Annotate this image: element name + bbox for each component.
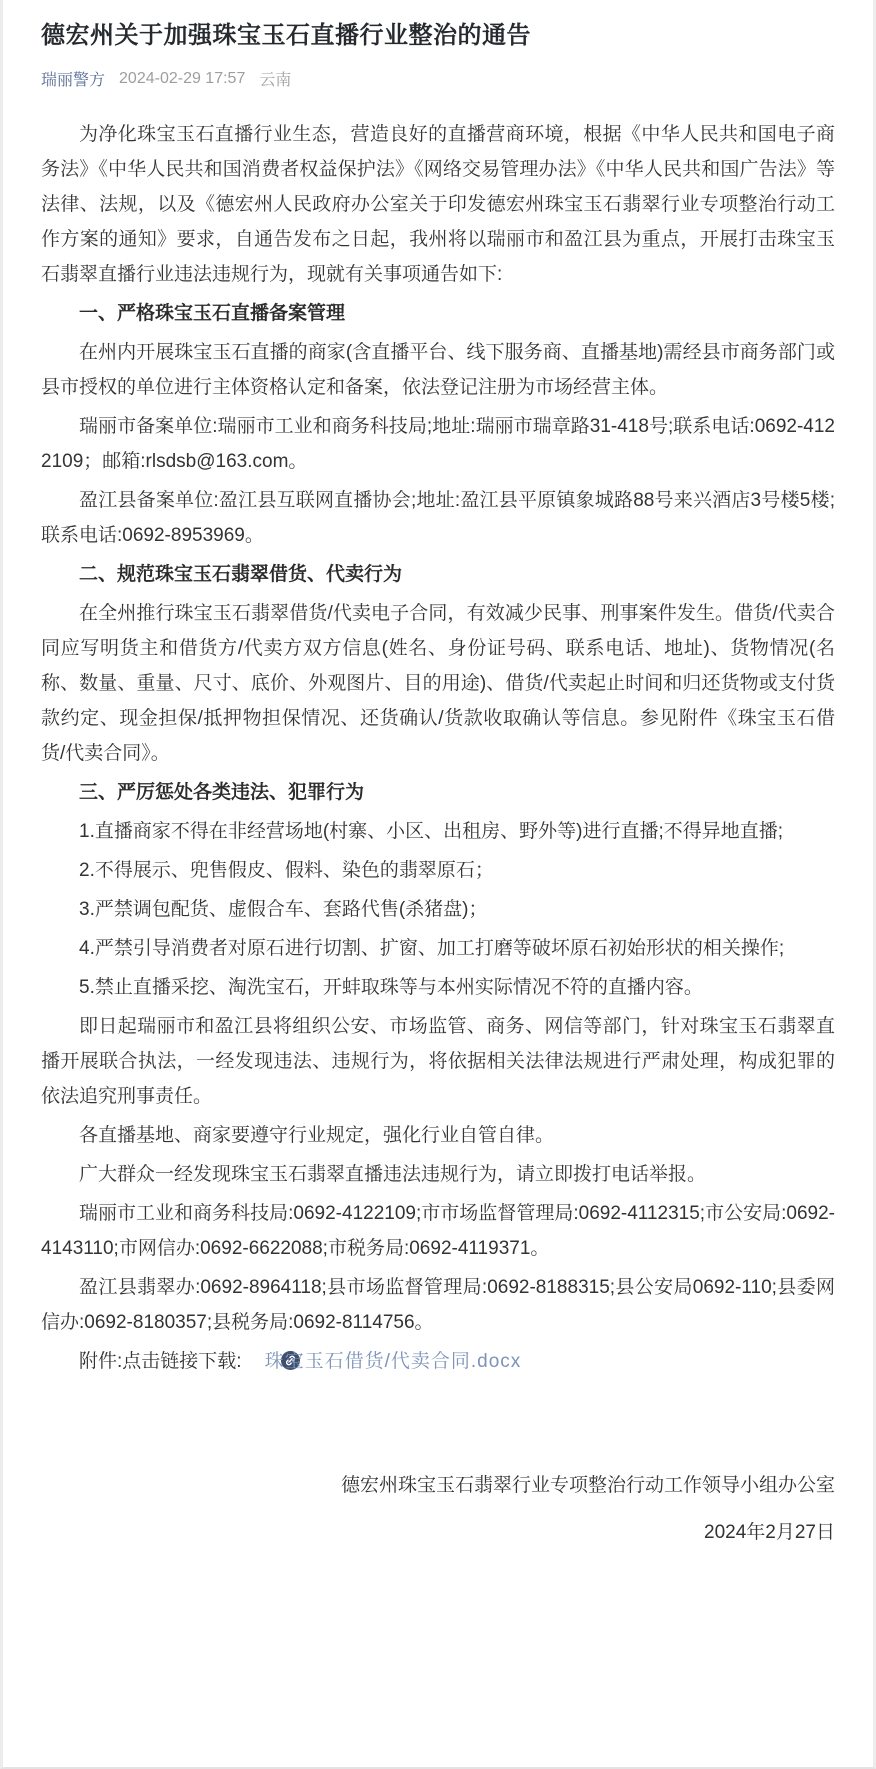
byline-author-link[interactable]: 瑞丽警方 [41,72,106,89]
link-icon[interactable] [243,1347,262,1366]
byline [41,67,835,90]
byline-datetime: 2024-02-29 17:57 [119,69,246,87]
signature-date: 2024年2月27日 [704,1522,835,1543]
paragraph: 瑞丽市备案单位:瑞丽市工业和商务科技局;地址:瑞丽市瑞章路31-418号;联系电话:0692-4122109；邮箱:rlsdsb@163.com。 [41,416,835,472]
paragraph: 在州内开展珠宝玉石直播的商家(含直播平台、线下服务商、直播基地)需经县市商务部门或县市授权的单位进行主体资格认定和备案，依法登记注册为市场经营主体。 [41,342,835,398]
byline-location: 云南 [259,72,292,89]
paragraph: 广大群众一经发现珠宝玉石翡翠直播违法违规行为，请立即拨打电话举报。 [79,1164,707,1185]
attachment-download-link[interactable]: 珠宝玉石借货/代卖合同.docx [264,1351,522,1372]
section-heading: 二、规范珠宝玉石翡翠借货、代卖行为 [79,564,403,585]
attachment-line [41,1344,835,1379]
paragraph: 5.禁止直播采挖、淘洗宝石，开蚌取珠等与本州实际情况不符的直播内容。 [79,977,703,998]
paragraph: 4.严禁引导消费者对原石进行切割、扩窗、加工打磨等破坏原石初始形状的相关操作; [79,938,785,959]
section-heading: 三、严厉惩处各类违法、犯罪行为 [79,782,365,803]
attachment-label: 附件:点击链接下载: [79,1351,242,1372]
paragraph: 即日起瑞丽市和盈江县将组织公安、市场监管、商务、网信等部门，针对珠宝玉石翡翠直播开展联合执法，一经发现违法、违规行为，将依据相关法律法规进行严肃处理，构成犯罪的依法追究刑事责任。 [41,1016,835,1107]
signature-block [41,1471,835,1548]
page-title: 德宏州关于加强珠宝玉石直播行业整治的通告 [41,22,531,49]
paragraph: 瑞丽市工业和商务科技局:0692-4122109;市市场监督管理局:0692-4112315;市公安局:0692-4143110;市网信办:0692-6622088;市税务局:0692-4119371。 [41,1203,835,1259]
section-heading: 一、严格珠宝玉石直播备案管理 [79,303,346,324]
paragraph: 在全州推行珠宝玉石翡翠借货/代卖电子合同，有效减少民事、刑事案件发生。借货/代卖合同应写明货主和借货方/代卖方双方信息(姓名、身份证号码、联系电话、地址)、货物情况(名称、数量、重量、尺寸、底价、外观图片、目的用途)、借货/代卖起止时间和归还货物或支付货款约定、现金担保/抵押物担保情况、还货确认/货款收取确认等信息。参见附件《珠宝玉石借货/代卖合同》。 [41,603,835,764]
paragraph: 3.严禁调包配货、虚假合车、套路代售(杀猪盘)； [79,899,488,920]
article-body [41,117,835,1340]
paragraph: 2.不得展示、兜售假皮、假料、染色的翡翠原石； [79,860,494,881]
paragraph: 各直播基地、商家要遵守行业规定，强化行业自管自律。 [79,1125,555,1146]
paragraph: 1.直播商家不得在非经营场地(村寨、小区、出租房、野外等)进行直播;不得异地直播; [79,821,784,842]
paragraph: 盈江县备案单位:盈江县互联网直播协会;地址:盈江县平原镇象城路88号来兴酒店3号楼5楼;联系电话:0692-8953969。 [41,490,835,546]
paragraph: 盈江县翡翠办:0692-8964118;县市场监督管理局:0692-8188315;县公安局0692-110;县委网信办:0692-8180357;县税务局:0692-8114756。 [41,1277,835,1333]
paragraph: 为净化珠宝玉石直播行业生态，营造良好的直播营商环境，根据《中华人民共和国电子商务法》《中华人民共和国消费者权益保护法》《网络交易管理办法》《中华人民共和国广告法》等法律、法规，以及《德宏州人民政府办公室关于印发德宏州珠宝玉石翡翠行业专项整治行动工作方案的通知》要求，自通告发布之日起，我州将以瑞丽市和盈江县为重点，开展打击珠宝玉石翡翠直播行业违法违规行为，现就有关事项通告如下: [41,124,835,285]
signature-org: 德宏州珠宝玉石翡翠行业专项整治行动工作领导小组办公室 [340,1475,835,1496]
